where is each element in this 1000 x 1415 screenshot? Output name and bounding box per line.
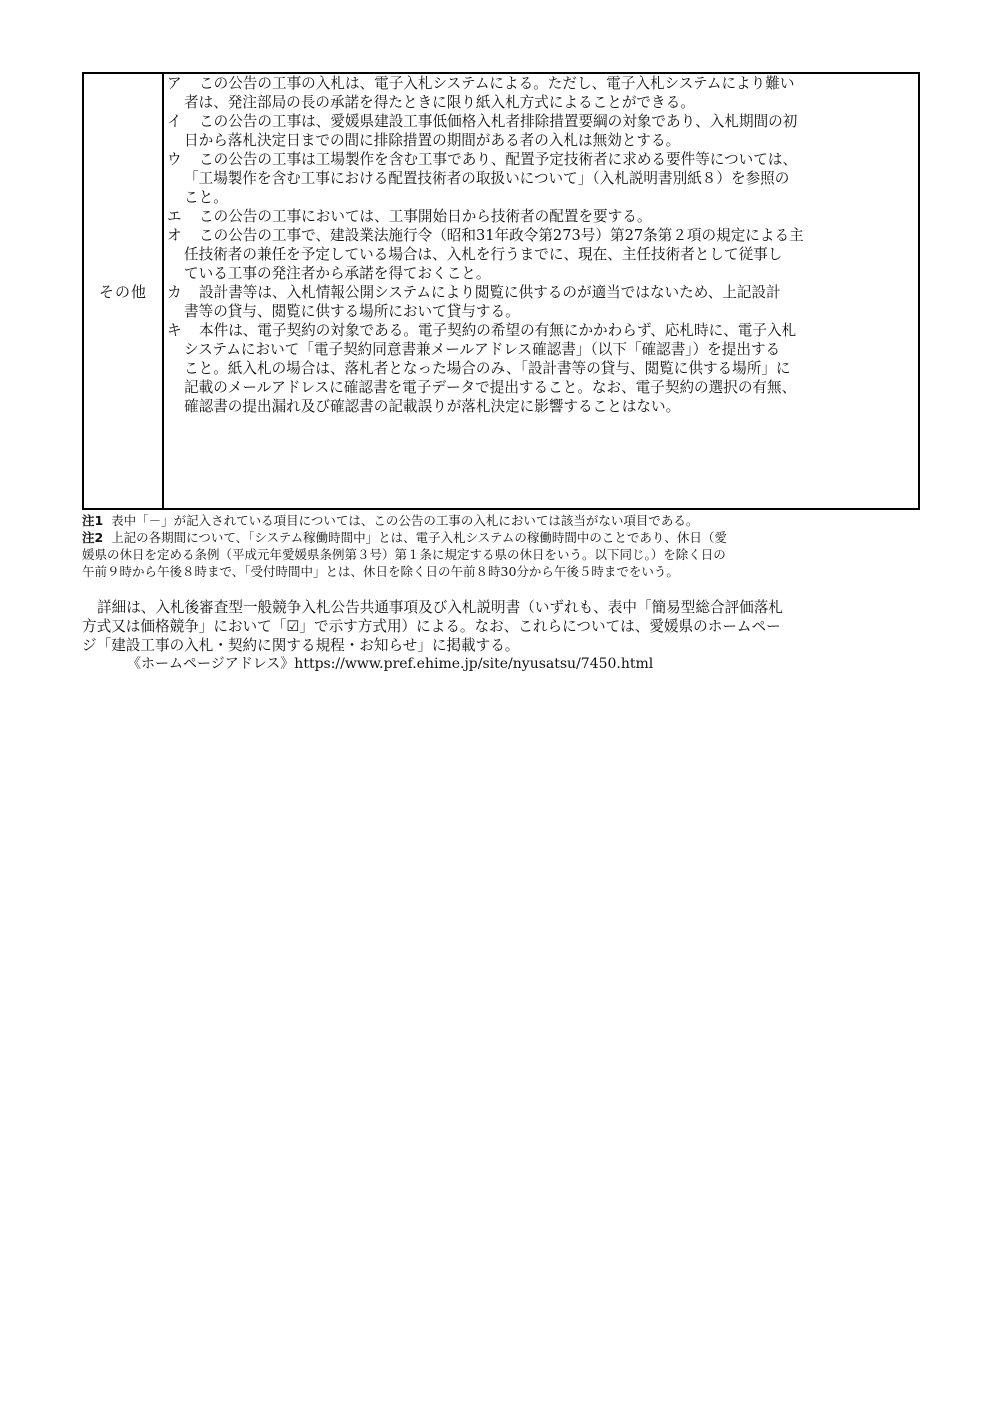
notes-section [82,512,920,580]
item-key: イ [167,113,182,130]
item-first-line [167,207,914,226]
item-first-line [167,112,914,131]
row-label-other: その他 [83,73,163,509]
detail-line: 方式又は価格競争」において「☑」で示す方式用）による。なお、これらについては、愛媛県のホームペー [82,618,781,635]
item-continuation-line: システムにおいて「電子契約同意書兼メールアドレス確認書」（以下「確認書」）を提出する [184,341,781,358]
note-label: 注2 [82,530,104,545]
homepage-address: 《ホームページアドレス》https://www.pref.ehime.jp/site/nyusatsu/7450.html [127,656,654,672]
item-continuation-line: 日から落札決定日までの間に排除措置の期間がある者の入札は無効とする。 [184,132,681,149]
item-key: カ [167,284,182,301]
item-text: この公告の工事で、建設業法施行令（昭和31年政令第273号）第27条第２項の規定による主 [199,227,804,244]
item-key: ア [167,75,182,92]
item-continuation-line: 任技術者の兼任を予定している場合は、入札を行うまでに、現在、主任技術者として従事し [184,246,783,263]
list-item [167,74,914,112]
detail-paragraph [82,598,920,655]
detail-section [82,598,920,674]
item-text: この公告の工事は工場製作を含む工事であり、配置予定技術者に求める要件等については、 [199,151,798,168]
detail-line: ジ「建設工事の入札・契約に関する規程・お知らせ」に掲載する。 [82,637,520,654]
item-text: この公告の工事においては、工事開始日から技術者の配置を要する。 [199,208,652,225]
list-item [167,112,914,150]
item-continuation-line: 確認書の提出漏れ及び確認書の記載誤りが落札決定に影響することはない。 [184,398,681,415]
item-continuation-line: 「工場製作を含む工事における配置技術者の取扱いについて」（入札説明書別紙８）を参照の [184,170,790,187]
item-continuation-line: こと。 [184,189,228,206]
item-key: ウ [167,151,182,168]
list-item [167,207,914,226]
item-text: この公告の工事は、愛媛県建設工事低価格入札者排除措置要綱の対象であり、入札期間の初 [199,113,798,130]
note-line [82,563,920,580]
note-text: 上記の各期間について、「システム稼働時間中」とは、電子入札システムの稼働時間中のことであり、休日（愛 [111,530,727,545]
list-item [167,226,914,283]
item-continuation-line: 書等の貸与、閲覧に供する場所において貸与する。 [184,303,520,320]
note-text: 午前９時から午後８時まで、「受付時間中」とは、休日を除く日の午前８時30分から午後５時までをいう。 [82,564,679,579]
list-item [167,150,914,207]
list-item [167,321,914,416]
item-continuation-line: こと。紙入札の場合は、落札者となった場合のみ、「設計書等の貸与、閲覧に供する場所」に [184,360,791,377]
item-first-line [167,283,914,302]
note-label: 注1 [82,513,104,528]
item-text: 本件は、電子契約の対象である。電子契約の希望の有無にかかわらず、応札時に、電子入札 [199,322,797,339]
items-list [167,74,914,416]
item-continuation-line: 者は、発注部局の長の承諾を得たときに限り紙入札方式によることができる。 [184,94,695,111]
item-first-line [167,321,914,340]
item-continuation-line: ている工事の発注者から承諾を得ておくこと。 [184,265,491,282]
list-item [167,283,914,321]
item-key: オ [167,227,182,244]
items-cell [163,73,919,509]
item-first-line [167,150,914,169]
item-text: この公告の工事の入札は、電子入札システムによる。ただし、電子入札システムにより難い [199,75,795,92]
item-key: エ [167,208,182,225]
item-text: 設計書等は、入札情報公開システムにより閲覧に供するのが適当ではないため、上記設計 [199,284,781,301]
note-text: 媛県の休日を定める条例（平成元年愛媛県条例第３号）第１条に規定する県の休日をいう。以下同じ。）を除く日の [82,547,726,562]
note-line [82,512,920,529]
item-key: キ [167,322,182,339]
item-first-line [167,226,914,245]
item-first-line [167,74,914,93]
other-items-table [82,72,920,510]
note-line [82,546,920,563]
item-continuation-line: 記載のメールアドレスに確認書を電子データで提出すること。なお、電子契約の選択の有無、 [184,379,797,396]
note-line [82,529,920,546]
document-sheet [82,72,920,674]
detail-line: 詳細は、入札後審査型一般競争入札公告共通事項及び入札説明書（いずれも、表中「簡易型総合評価落札 [97,599,783,616]
note-text: 表中「－」が記入されている項目については、この公告の工事の入札においては該当がない項目である。 [111,513,699,528]
